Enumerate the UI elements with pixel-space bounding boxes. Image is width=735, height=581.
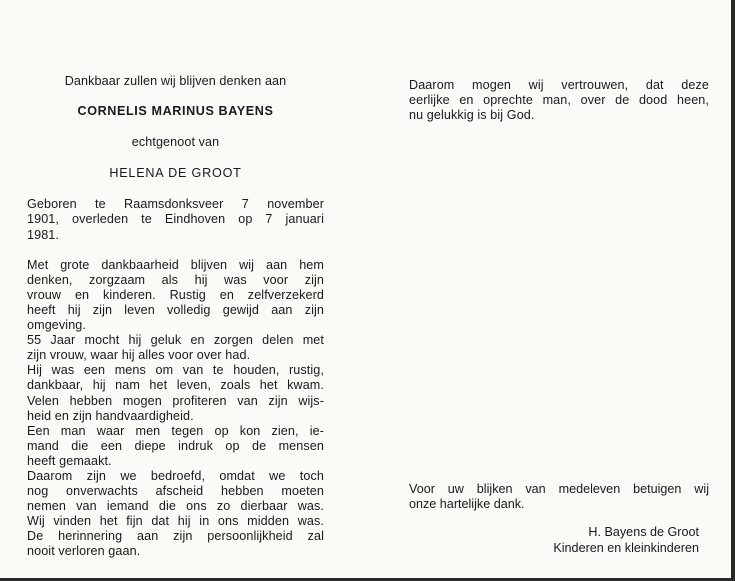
text-line: mand die een diepe indruk op de mensen [27,438,324,453]
verse-block [409,78,709,123]
thanks-block [409,482,709,512]
text-line: 55 Jaar mocht hij geluk en zorgen delen met [27,333,324,348]
text-line: De herinnering aan zijn persoonlijkheid zal [27,529,324,544]
text-line: dankbaar, hij nam het leven, zoals het kwam. [27,378,324,393]
thanks-line: onze hartelijke dank. [409,497,525,512]
signature-line: Kinderen en kleinkinderen [553,540,699,555]
text-line: Een man waar men tegen op kon zien, ie- [27,423,324,438]
deceased-name: CORNELIS MARINUS BAYENS [77,104,274,119]
text-line: Geboren te Raamsdonksveer 7 november [27,197,324,212]
verse-line: Daarom mogen wij vertrouwen, dat deze [409,78,709,92]
left-panel [27,74,324,560]
text-line: Met grote dankbaarheid blijven wij aan hem [27,257,324,272]
verse-line: nu gelukkig is bij God. [409,108,535,123]
signature-block [409,525,699,556]
intro-line: Dankbaar zullen wij blijven denken aan [64,74,287,88]
text-line: 1901, overleden te Eindhoven op 7 januari [27,212,324,227]
text-line: Wij vinden het fijn dat hij in ons midden was. [27,514,324,529]
text-line: Velen hebben mogen profiteren van zijn wijs- [27,393,324,408]
text-line: zijn vrouw, waar hij alles voor over had. [27,348,251,363]
text-line: vrouw en kinderen. Rustig en zelfverzekerd [27,287,324,302]
signature-line: H. Bayens de Groot [588,525,699,539]
tribute-text [27,258,324,560]
spouse-name: HELENA DE GROOT [109,166,242,181]
text-line: Hij was een mens om van te houden, rustig, [27,363,324,378]
text-line: omgeving. [27,318,87,333]
thanks-line: Voor uw blijken van medeleven betuigen wij [409,482,709,496]
birth-death-paragraph [27,197,324,242]
text-line: Daarom zijn we bedroefd, omdat we toch [27,468,324,483]
text-line: nog onverwachts afscheid hebben moeten [27,484,324,499]
text-line: heeft gemaakt. [27,453,112,468]
text-line: 1981. [27,227,60,242]
text-line: denken, zorgzaam als hij was voor zijn [27,272,324,287]
verse-line: eerlijke en oprechte man, over de dood heen, [409,93,709,108]
text-line: nemen van iemand die ons zo dierbaar was. [27,499,324,514]
text-line: heeft hij zijn leven volledig gewijd aan zijn [27,302,324,317]
relation-line: echtgenoot van [131,135,220,150]
text-line: nooit verloren gaan. [27,544,141,559]
text-line: heid en zijn handvaardigheid. [27,408,194,423]
